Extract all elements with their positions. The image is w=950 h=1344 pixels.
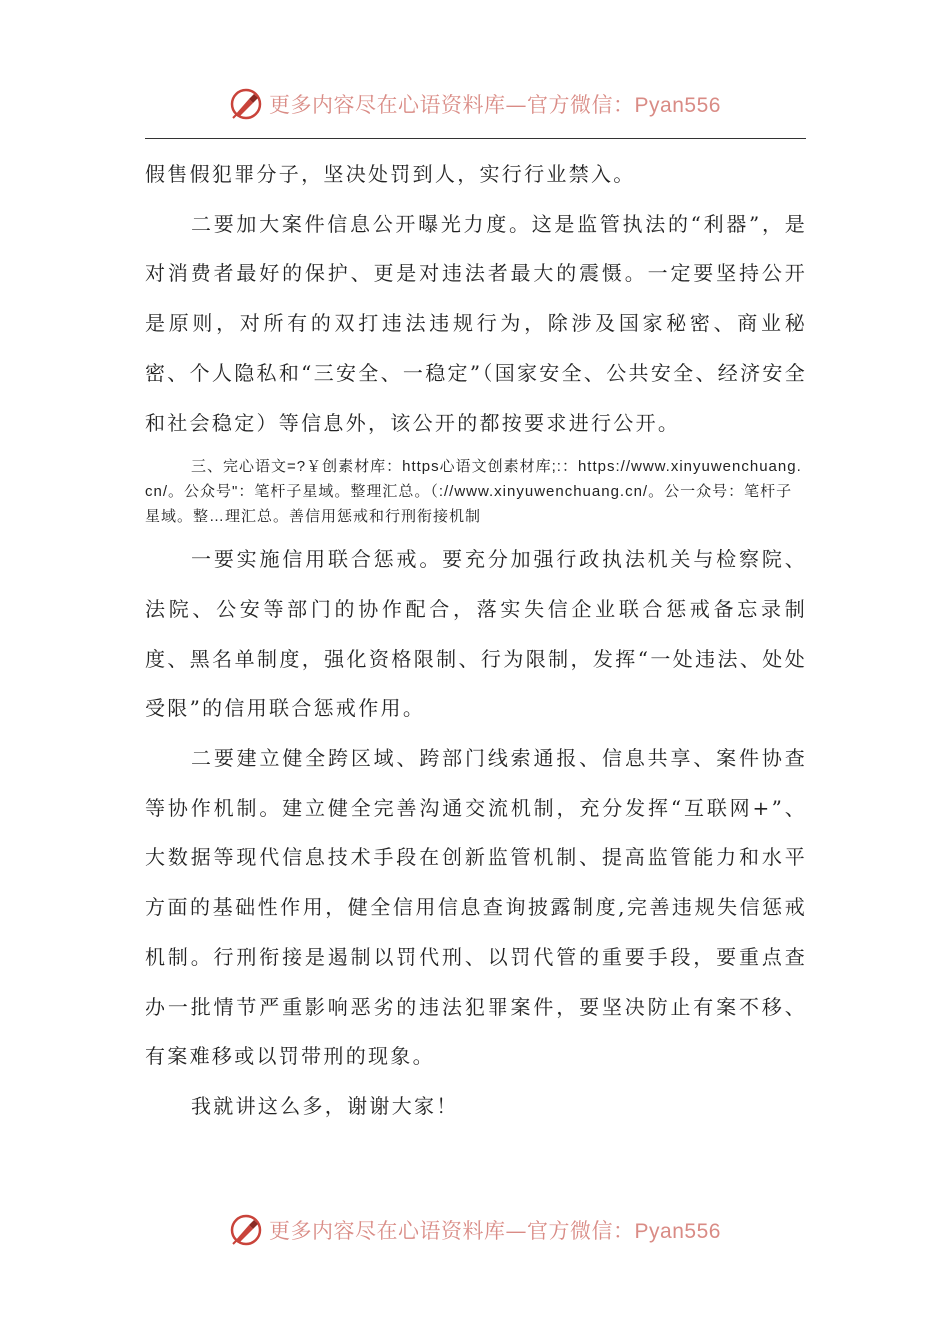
paragraph-2: 二要加大案件信息公开曝光力度。这是监管执法的“利器”，是对消费者最好的保护、更是对违法者最大的震慑。一定要坚持公开是原则，对所有的双打违法违规行为，除涉及国家秘密、商业秘密、个人隐私和“三安全、一稳定”（国家安全、公共安全、经济安全和社会稳定）等信息外，该公开的都按要求进行公开。 (145, 211, 807, 435)
header-divider (145, 138, 806, 139)
pen-logo-icon (229, 1213, 263, 1247)
paragraph-1: 假售假犯罪分子，坚决处罚到人，实行行业禁入。 (145, 162, 636, 186)
paragraph-5: 二要建立健全跨区域、跨部门线索通报、信息共享、案件协查等协作机制。建立健全完善沟通交流机制，充分发挥“互联网+”、大数据等现代信息技术手段在创新监管机制、提高监管能力和水平方面的基础性作用，健全信用信息查询披露制度,完善违规失信惩戒机制。行刑衔接是遏制以罚代刑、以罚代管的重要手段，要重点查办一批情节严重影响恶劣的违法犯罪案件，要坚决防止有案不移、有案难移或以罚带刑的现象。 (145, 746, 807, 1069)
paragraph-3-heading: 三、完心语文=?￥创素材库：https心语文创素材库;:：https://www.xinyuwenchuang.cn/。公众号"：笔杆子星域。整理汇总。（://www.xinyuwenchuang.cn/。公一众号：笔杆子星域。整…理汇总。善信用惩戒和行刑衔接机制 (145, 458, 802, 526)
header-banner (0, 84, 950, 124)
pen-logo-icon (229, 87, 263, 121)
footer-wechat-handle: Pyan556 (634, 1220, 721, 1243)
header-banner-text: 更多内容尽在心语资料库—官方微信：Pyan556 (269, 93, 721, 117)
document-body (145, 150, 807, 1132)
paragraph-4: 一要实施信用联合惩戒。要充分加强行政执法机关与检察院、法院、公安等部门的协作配合，落实失信企业联合惩戒备忘录制度、黑名单制度，强化资格限制、行为限制，发挥“一处违法、处处受限”的信用联合惩戒作用。 (145, 547, 807, 721)
footer-banner (0, 1210, 950, 1250)
footer-banner-text: 更多内容尽在心语资料库—官方微信：Pyan556 (269, 1219, 721, 1243)
header-wechat-handle: Pyan556 (634, 94, 721, 117)
paragraph-6: 我就讲这么多，谢谢大家！ (191, 1093, 459, 1118)
